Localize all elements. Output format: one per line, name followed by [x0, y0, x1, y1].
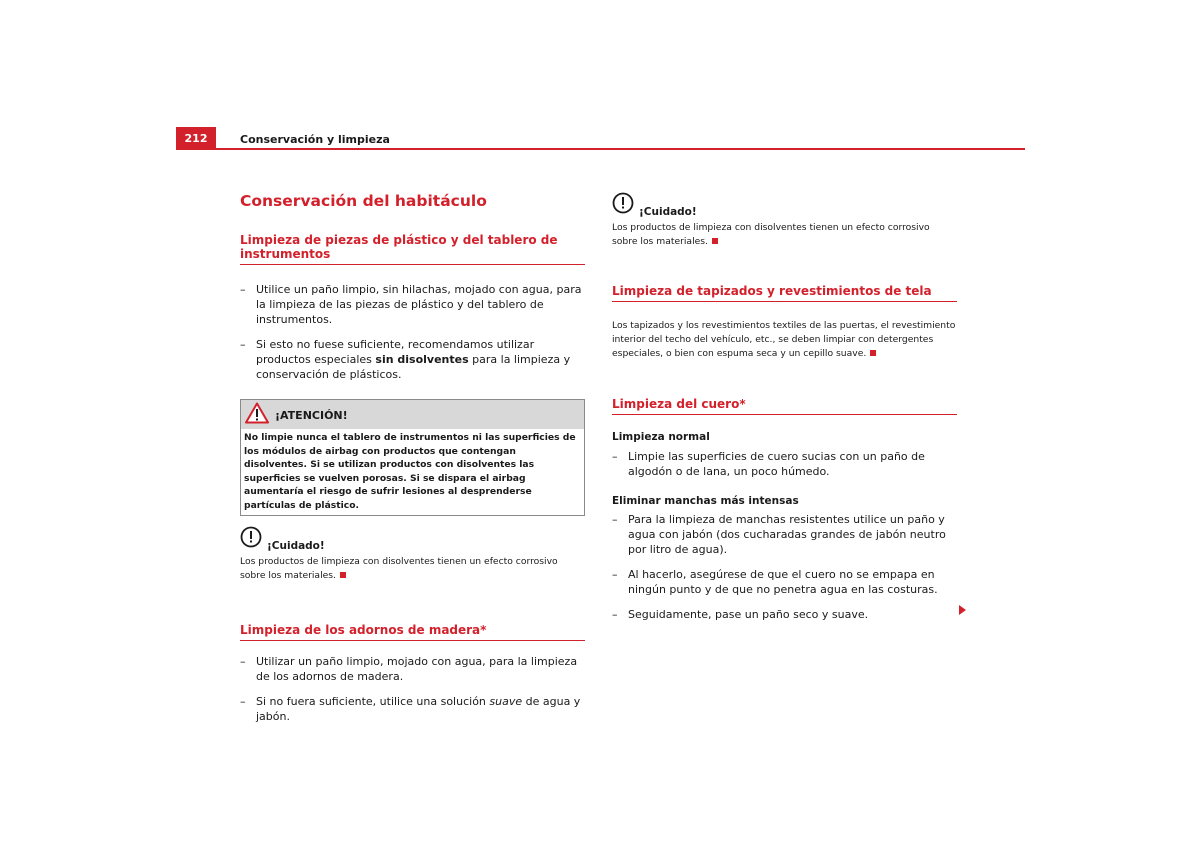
warning-title: ¡ATENCIÓN!	[275, 409, 348, 422]
list-item: – Seguidamente, pase un paño seco y suave.	[612, 608, 869, 621]
section-title: Conservación y limpieza	[240, 133, 390, 146]
caution-title: ¡Cuidado!	[639, 206, 697, 218]
wood-heading: Limpieza de los adornos de madera*	[240, 623, 585, 641]
exclamation-circle-icon	[240, 526, 262, 552]
page-number: 212	[176, 127, 216, 149]
page-title: Conservación del habitáculo	[240, 192, 487, 210]
leather-normal-list	[612, 449, 957, 479]
warning-box	[240, 399, 585, 516]
end-square-icon	[712, 238, 718, 244]
leather-heading: Limpieza del cuero*	[612, 397, 957, 415]
caution-block	[240, 530, 585, 583]
list-item: – Limpie las superficies de cuero sucias con un paño de algodón o de lana, un poco húmedo.	[612, 450, 925, 478]
warning-text: No limpie nunca el tablero de instrumentos ni las superficies de los módulos de airbag con productos que contengan disolventes. Si se utilizan productos con disolventes las superficies se vuelven porosas. Si se dispara el airbag aumentaría el riesgo de sufrir lesiones al desprenderse partículas de plástico.	[244, 432, 576, 511]
next-page-arrow-icon	[959, 605, 966, 615]
plastic-heading: Limpieza de piezas de plástico y del tablero de instrumentos	[240, 233, 585, 265]
header-rule	[176, 148, 1025, 150]
leather-stains-title: Eliminar manchas más intensas	[612, 495, 799, 507]
list-item: – Si esto no fuese suficiente, recomendamos utilizar productos especiales sin disolventes para la limpieza y conservación de plásticos.	[240, 338, 571, 381]
plastic-list	[240, 282, 585, 382]
right-column	[612, 196, 957, 632]
caution-title: ¡Cuidado!	[267, 539, 325, 552]
caution-block	[612, 196, 957, 249]
left-column	[240, 192, 585, 734]
exclamation-circle-icon	[612, 192, 634, 218]
end-square-icon	[340, 572, 346, 578]
leather-stains-list	[612, 512, 957, 622]
fabric-heading: Limpieza de tapizados y revestimientos de tela	[612, 284, 957, 302]
fabric-text: Los tapizados y los revestimientos textiles de las puertas, el revestimiento interior del techo del vehículo, etc., se deben limpiar con detergentes especiales, o bien con espuma seca y un cepillo suave.	[612, 320, 956, 359]
caution-text: Los productos de limpieza con disolventes tienen un efecto corrosivo sobre los materiales.	[240, 555, 558, 581]
leather-normal-title: Limpieza normal	[612, 431, 710, 443]
list-item: – Para la limpieza de manchas resistentes utilice un paño y agua con jabón (dos cucharadas grandes de jabón neutro por litro de agua).	[612, 513, 946, 556]
list-item: – Utilizar un paño limpio, mojado con agua, para la limpieza de los adornos de madera.	[240, 654, 578, 683]
list-item: – Utilice un paño limpio, sin hilachas, mojado con agua, para la limpieza de las piezas de plástico y del tablero de instrumentos.	[240, 283, 582, 326]
warning-triangle-icon	[245, 402, 269, 428]
warning-header	[241, 400, 584, 429]
caution-text: Los productos de limpieza con disolventes tienen un efecto corrosivo sobre los materiales.	[612, 222, 930, 247]
end-square-icon	[870, 350, 876, 356]
list-item: – Si no fuera suficiente, utilice una solución suave de agua y jabón.	[240, 694, 581, 723]
list-item: – Al hacerlo, asegúrese de que el cuero no se empapa en ningún punto y de que no penetra agua en las costuras.	[612, 568, 938, 596]
wood-list	[240, 654, 585, 724]
